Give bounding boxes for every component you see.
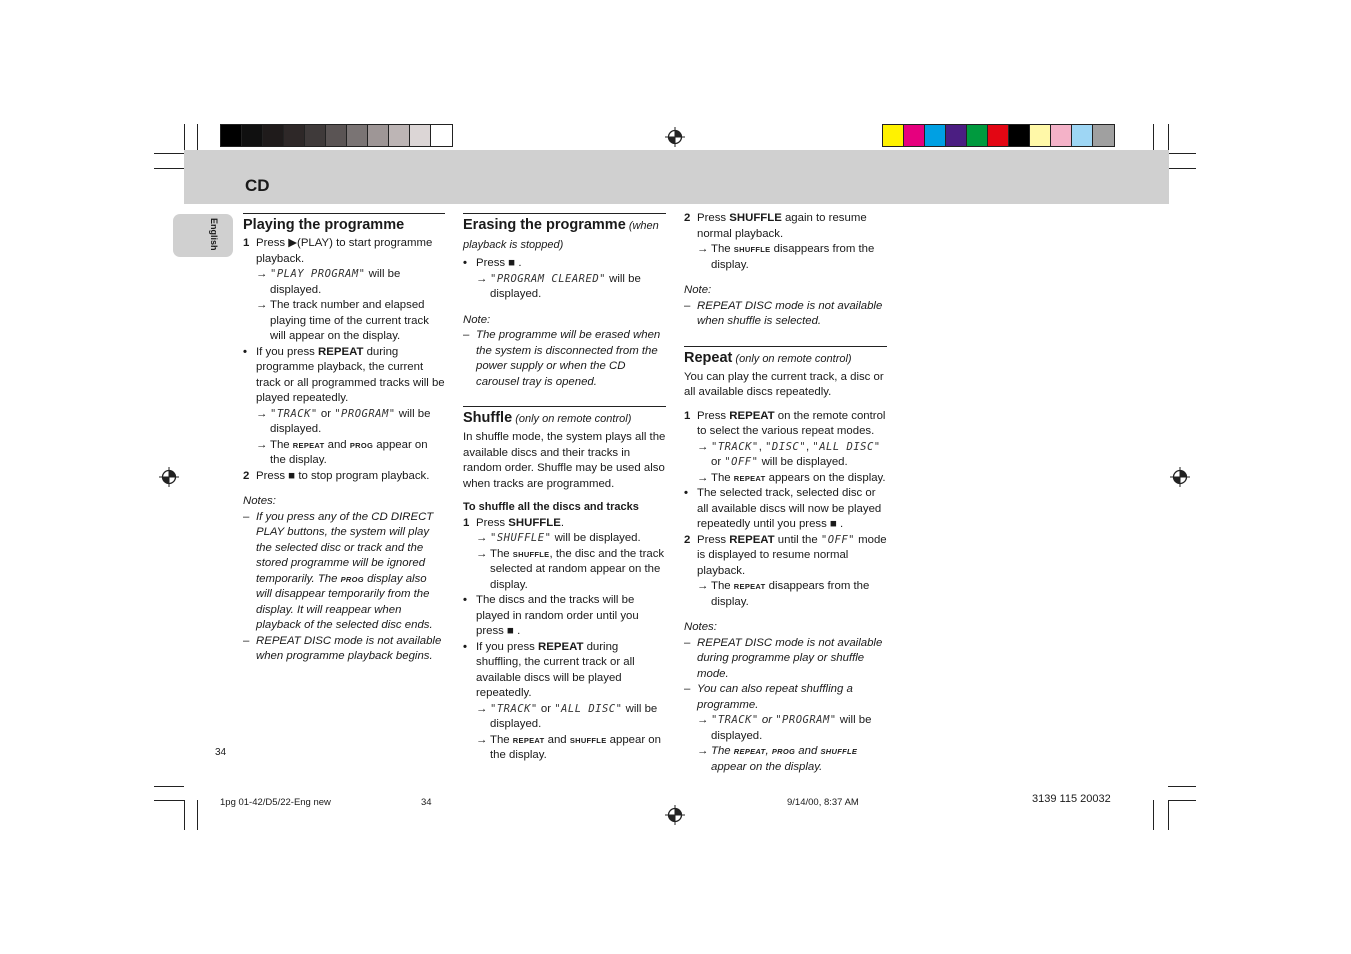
- color-swatch: [1051, 125, 1072, 146]
- note-heading: Note:: [684, 284, 712, 296]
- arrow-icon: →: [476, 272, 488, 285]
- footer-file: 1pg 01-42/D5/22-Eng new: [220, 797, 331, 808]
- color-swatch: [1030, 125, 1051, 146]
- result-line: → The track number and elapsed playing time of the current track will appear on the display.: [256, 299, 429, 342]
- color-swatch: [326, 125, 347, 146]
- step: 2 Press SHUFFLE again to resume normal playback.: [684, 212, 867, 240]
- result-line: → The SHUFFLE, the disc and the track selected at random appear on the display.: [476, 547, 665, 591]
- color-swatch: [221, 125, 242, 146]
- subheading-shuffle-all: To shuffle all the discs and tracks: [463, 501, 639, 513]
- color-swatch: [389, 125, 410, 146]
- bullet-item: • The discs and the tracks will be played in random order until you press ■ .: [463, 594, 639, 637]
- result-line: → The REPEAT appears on the display.: [684, 471, 887, 487]
- heading-shuffle: Shuffle (only on remote control): [463, 406, 666, 428]
- note-item: – REPEAT DISC mode is not available when programme playback begins.: [243, 634, 442, 662]
- footer-date: 9/14/00, 8:37 AM: [787, 797, 859, 808]
- arrow-icon: →: [697, 471, 709, 484]
- color-swatch-strip: [882, 124, 1115, 147]
- registration-mark-icon: [665, 127, 685, 147]
- step: 1 Press ▶(PLAY) to start programme playback.: [243, 237, 433, 265]
- result-line: → The REPEAT disappears from the display.: [697, 580, 870, 608]
- arrow-icon: →: [256, 407, 268, 420]
- arrow-icon: →: [697, 440, 709, 453]
- result-line: → "TRACK" or "PROGRAM" will be displayed.: [697, 714, 872, 742]
- result-line: → The SHUFFLE disappears from the display.: [697, 243, 875, 271]
- grayscale-swatch-strip: [220, 124, 453, 147]
- repeat-intro: You can play the current track, a disc or all available discs repeatedly.: [684, 370, 884, 398]
- color-swatch: [988, 125, 1009, 146]
- shuffle-intro: In shuffle mode, the system plays all the available discs and their tracks in random order. Shuffle may be used also when tracks are programmed.: [463, 431, 666, 490]
- color-swatch: [904, 125, 925, 146]
- color-swatch: [347, 125, 368, 146]
- arrow-icon: →: [476, 702, 488, 715]
- note-item: – You can also repeat shuffling a programme.: [684, 683, 853, 711]
- color-swatch: [242, 125, 263, 146]
- color-swatch: [431, 125, 452, 146]
- heading-erasing-programme: Erasing the programme (when playback is stopped): [463, 213, 666, 254]
- step: 2 Press ■ to stop program playback.: [243, 469, 430, 482]
- arrow-icon: →: [697, 745, 709, 757]
- step: 1 Press SHUFFLE.: [463, 516, 564, 529]
- heading-repeat: Repeat (only on remote control): [684, 346, 887, 368]
- arrow-icon: →: [697, 243, 709, 255]
- notes-heading: Notes:: [684, 621, 717, 633]
- notes-heading: Notes:: [243, 495, 276, 507]
- result-line: → "SHUFFLE" will be displayed.: [463, 531, 666, 547]
- arrow-icon: →: [476, 733, 488, 746]
- note-item: – If you press any of the CD DIRECT PLAY buttons, the system will play the selected disc or track and the stored programme will be ignored temporarily. The PROG display also will disappear temporarily from the display. It will reappear when playback of the selected disc ends.: [243, 510, 434, 631]
- column-1: [243, 213, 445, 665]
- arrow-icon: →: [256, 299, 268, 311]
- footer-page: 34: [421, 797, 432, 808]
- arrow-icon: →: [256, 268, 268, 280]
- color-swatch: [946, 125, 967, 146]
- bullet-item: • If you press REPEAT during shuffling, the current track or all available discs will be played repeatedly.: [463, 640, 635, 699]
- result-line: → "TRACK", "DISC", "ALL DISC" or "OFF" will be displayed.: [697, 440, 881, 468]
- result-line: → The REPEAT and PROG appear on the display.: [256, 438, 428, 466]
- note-item: – The programme will be erased when the system is disconnected from the power supply or when the CD carousel tray is opened.: [463, 329, 661, 388]
- result-line: → "PLAY PROGRAM" will be displayed.: [256, 268, 401, 296]
- color-swatch: [1009, 125, 1030, 146]
- section-header-band: [184, 150, 1169, 204]
- page-number: 34: [215, 747, 227, 758]
- note-item: – REPEAT DISC mode is not available when shuffle is selected.: [684, 299, 883, 327]
- bullet-item: • The selected track, selected disc or all available discs will now be played repeatedly until you press ■ .: [684, 487, 882, 530]
- color-swatch: [368, 125, 389, 146]
- color-swatch: [925, 125, 946, 146]
- section-title: CD: [245, 176, 270, 195]
- color-swatch: [263, 125, 284, 146]
- color-swatch: [883, 125, 904, 146]
- color-swatch: [967, 125, 988, 146]
- color-swatch: [1093, 125, 1114, 146]
- color-swatch: [1072, 125, 1093, 146]
- result-line: → "TRACK" or "ALL DISC" will be displayed.: [476, 702, 658, 730]
- result-line: → "TRACK" or "PROGRAM" will be displayed.: [256, 407, 431, 435]
- step: 1 Press REPEAT on the remote control to select the various repeat modes.: [684, 409, 886, 437]
- result-line: → The REPEAT and SHUFFLE appear on the display.: [476, 733, 661, 761]
- bullet-item: • If you press REPEAT during programme playback, the current track or all programmed tracks will be played repeatedly.: [243, 345, 445, 404]
- note-item: – REPEAT DISC mode is not available during programme play or shuffle mode.: [684, 636, 883, 680]
- column-3: [684, 211, 887, 775]
- registration-mark-icon: [159, 467, 179, 487]
- result-line: → "PROGRAM CLEARED" will be displayed.: [476, 272, 641, 300]
- color-swatch: [305, 125, 326, 146]
- heading-playing-programme: Playing the programme: [243, 213, 445, 234]
- color-swatch: [410, 125, 431, 146]
- note-heading: Note:: [463, 313, 491, 326]
- arrow-icon: →: [697, 580, 709, 592]
- arrow-icon: →: [476, 547, 488, 560]
- footer-code: 3139 115 20032: [1032, 793, 1111, 805]
- arrow-icon: →: [476, 532, 488, 544]
- registration-mark-icon: [1170, 467, 1190, 487]
- arrow-icon: →: [697, 714, 709, 726]
- step: 2 Press REPEAT until the "OFF" mode is displayed to resume normal playback.: [684, 533, 887, 577]
- registration-mark-icon: [665, 805, 685, 825]
- language-label: English: [209, 218, 219, 251]
- color-swatch: [284, 125, 305, 146]
- result-line: → The REPEAT, PROG and SHUFFLE appear on the display.: [697, 745, 858, 773]
- language-tab: [173, 214, 233, 257]
- arrow-icon: →: [256, 438, 268, 451]
- bullet-item: • Press ■ .: [463, 257, 522, 269]
- column-2: [463, 213, 666, 764]
